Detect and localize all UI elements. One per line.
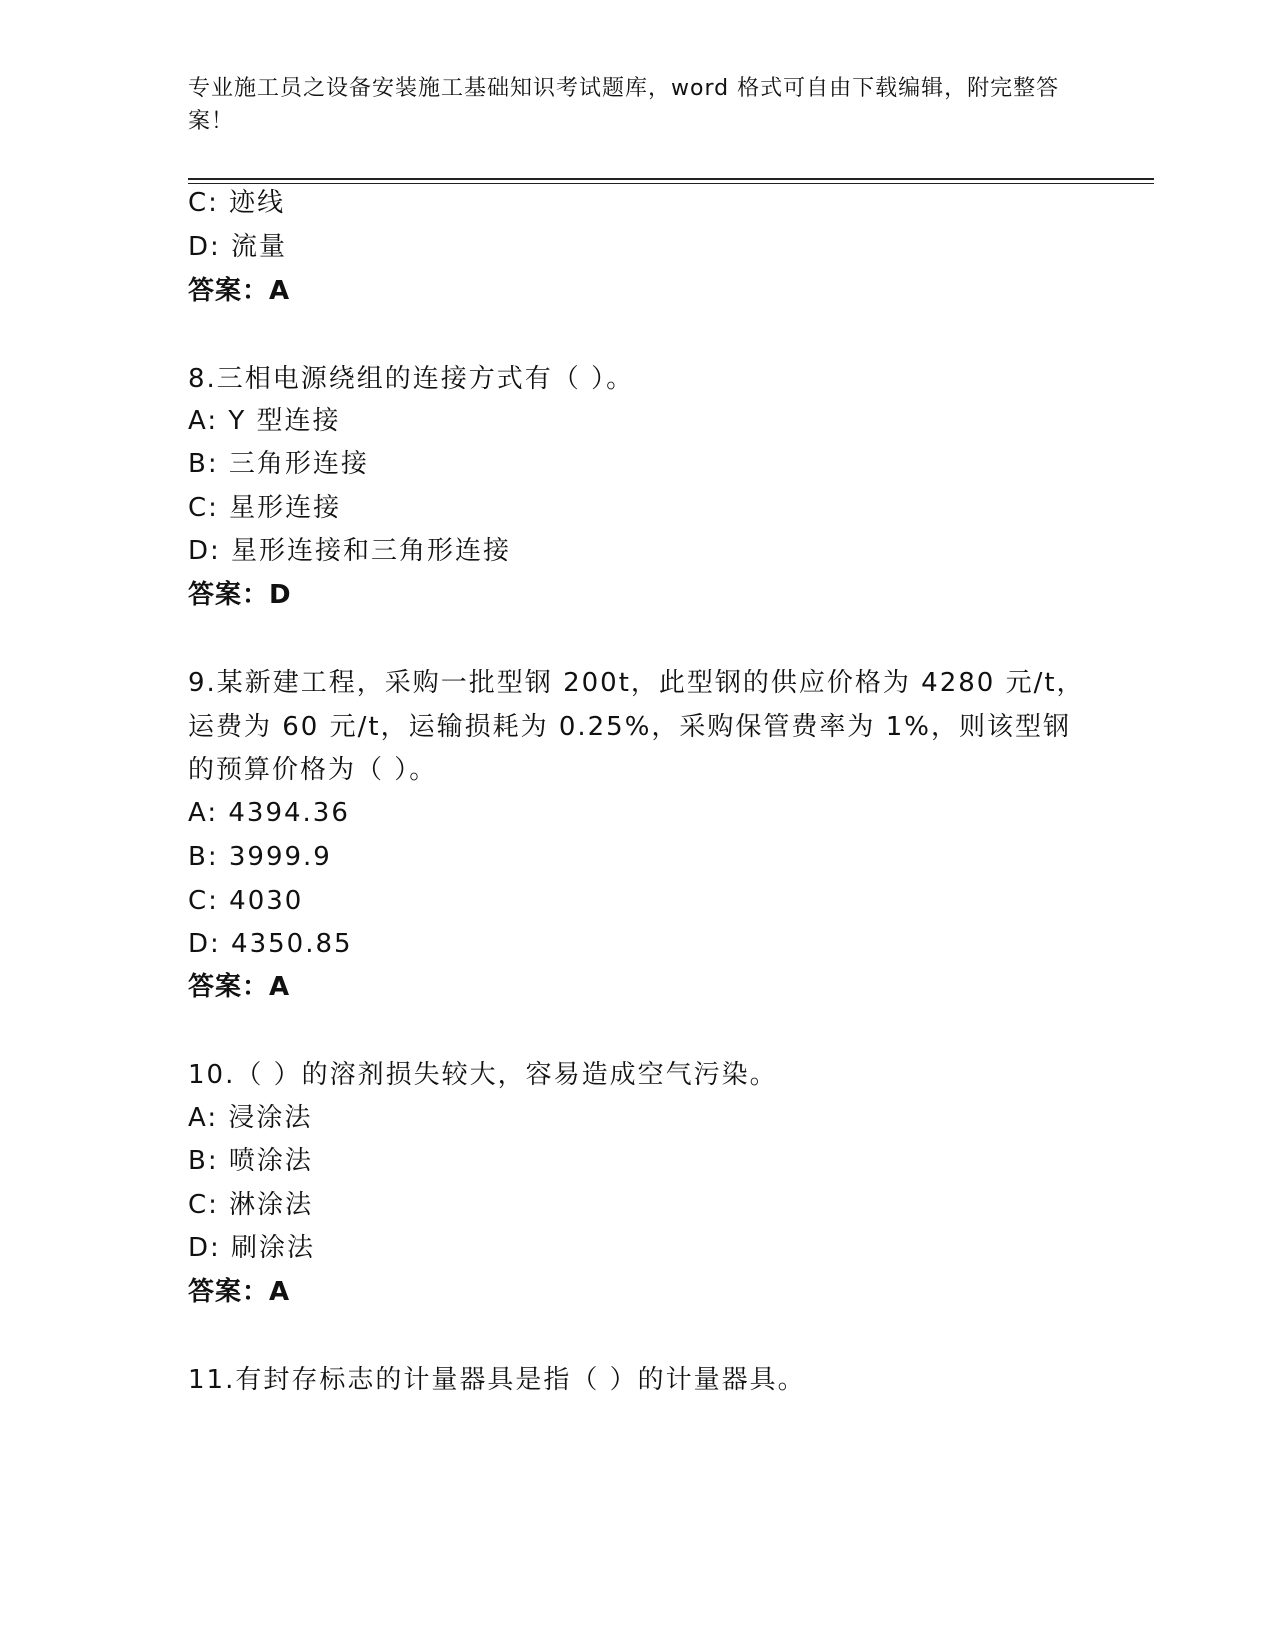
q7-answer: 答案：A [188, 276, 291, 306]
q10-option-a: A: 浸涂法 [188, 1103, 313, 1133]
q10-option-c: C: 淋涂法 [188, 1190, 314, 1220]
q9-answer: 答案：A [188, 972, 291, 1002]
q9-option-a: A: 4394.36 [188, 798, 350, 828]
q8-question: 8.三相电源绕组的连接方式有（ ）。 [188, 364, 635, 394]
q9-option-d: D: 4350.85 [188, 929, 353, 959]
q8-option-b: B: 三角形连接 [188, 449, 369, 479]
document-header: 专业施工员之设备安装施工基础知识考试题库，word 格式可自由下载编辑，附完整答案！ [188, 76, 1060, 134]
q10-answer: 答案：A [188, 1277, 291, 1307]
q11-question: 11.有封存标志的计量器具是指（ ）的计量器具。 [188, 1365, 806, 1395]
q10-question: 10.（ ）的溶剂损失较大，容易造成空气污染。 [188, 1060, 778, 1090]
q10-option-b: B: 喷涂法 [188, 1146, 313, 1176]
q9-option-c: C: 4030 [188, 886, 304, 916]
q9-option-b: B: 3999.9 [188, 842, 332, 872]
q8-option-c: C: 星形连接 [188, 493, 342, 523]
q8-option-a: A: Y 型连接 [188, 406, 341, 436]
q10-option-d: D: 刷涂法 [188, 1233, 316, 1263]
header-divider [188, 178, 1154, 184]
q7-option-d: D: 流量 [188, 232, 288, 262]
q9-question-line-1: 9.某新建工程，采购一批型钢 200t，此型钢的供应价格为 4280 元/t， [188, 668, 1085, 698]
q8-option-d: D: 星形连接和三角形连接 [188, 536, 512, 566]
q9-question-line-3: 的预算价格为（ ）。 [188, 755, 438, 785]
q9-question-line-2: 运费为 60 元/t，运输损耗为 0.25%，采购保管费率为 1%，则该型钢 [188, 712, 1071, 742]
q8-answer: 答案：D [188, 580, 292, 610]
q7-option-c: C: 迹线 [188, 188, 286, 218]
